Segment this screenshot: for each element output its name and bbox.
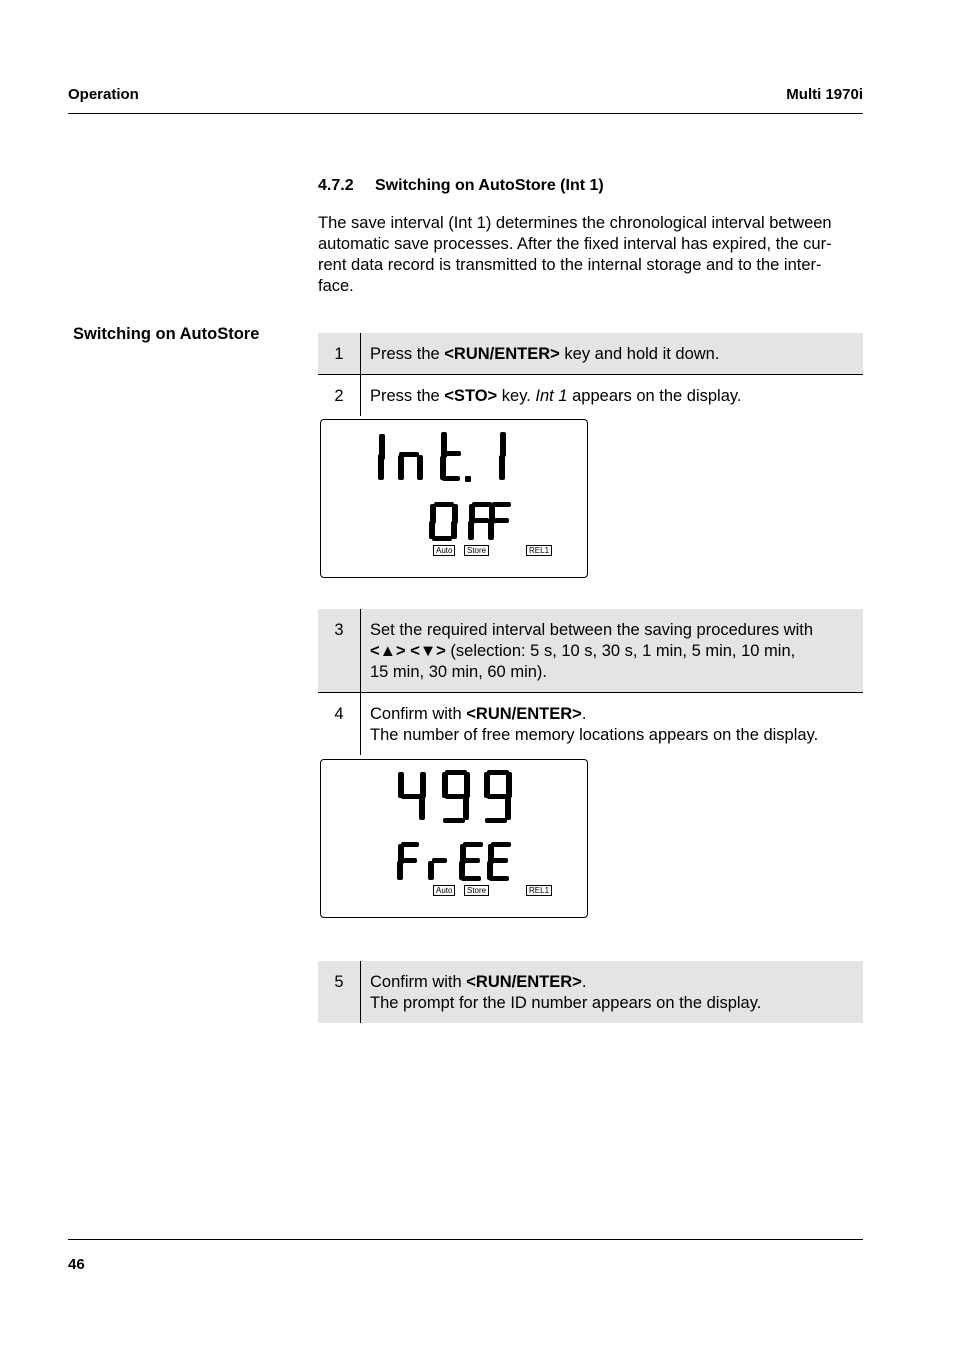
display-term: Int 1	[535, 387, 568, 405]
key-up: <▲>	[370, 642, 406, 660]
step-row	[318, 693, 863, 755]
footer-rule	[68, 1239, 863, 1240]
key-name: <RUN/ENTER>	[466, 705, 582, 723]
side-heading: Switching on AutoStore	[73, 325, 260, 343]
step-text-line: The prompt for the ID number appears on the display.	[370, 994, 762, 1012]
intro-line: The save interval (Int 1) determines the chronological interval between	[318, 214, 832, 232]
step-text	[361, 961, 863, 1023]
step-number: 4	[318, 693, 361, 755]
step-text-line	[370, 641, 855, 662]
step-text-part: Press the	[370, 387, 445, 405]
step-text-line: Set the required interval between the saving procedures with	[370, 621, 814, 639]
step-row	[318, 333, 863, 375]
step-text-part: Confirm with	[370, 705, 467, 723]
step-text-part: appears on the display.	[567, 387, 742, 405]
step-row	[318, 609, 863, 693]
step-text-part: (selection: 5 s, 10 s, 30 s, 1 min, 5 min, 10 min,	[445, 642, 796, 660]
key-name: <RUN/ENTER>	[444, 345, 560, 363]
step-text	[361, 693, 863, 755]
step-text-part: .	[581, 705, 587, 723]
step-text-part: key.	[497, 387, 536, 405]
lcd-display-free	[320, 759, 588, 918]
store-indicator: Store	[464, 545, 489, 556]
section-number: 4.7.2	[318, 177, 354, 194]
step-row	[318, 375, 863, 416]
step-text-line	[370, 704, 855, 725]
step-text	[361, 609, 863, 692]
step-number: 3	[318, 609, 361, 692]
running-header-section: Operation	[68, 86, 139, 103]
step-text	[361, 333, 863, 374]
step-number: 1	[318, 333, 361, 374]
step-text-part: .	[581, 973, 587, 991]
step-number: 5	[318, 961, 361, 1023]
steps-table-3	[318, 961, 863, 1023]
intro-line: automatic save processes. After the fixed interval has expired, the cur-	[318, 235, 832, 253]
section-heading	[318, 177, 604, 195]
step-number: 2	[318, 375, 361, 416]
lcd-display-int1	[320, 419, 588, 578]
step-text-part: key and hold it down.	[559, 345, 720, 363]
step-text-line: The number of free memory locations appears on the display.	[370, 726, 819, 744]
steps-table-1	[318, 333, 863, 416]
key-name: <RUN/ENTER>	[466, 973, 582, 991]
step-text-line: 15 min, 30 min, 60 min).	[370, 663, 547, 681]
step-text	[361, 375, 863, 416]
step-text-part: Press the	[370, 345, 445, 363]
store-indicator: Store	[464, 885, 489, 896]
rel1-indicator: REL1	[526, 545, 552, 556]
step-text-line	[370, 972, 855, 993]
step-text-part: Confirm with	[370, 973, 467, 991]
step-row	[318, 961, 863, 1023]
section-title: Switching on AutoStore (Int 1)	[375, 177, 604, 194]
key-down: <▼>	[410, 642, 446, 660]
page-number: 46	[68, 1256, 85, 1273]
running-header-product: Multi 1970i	[786, 86, 863, 103]
rel1-indicator: REL1	[526, 885, 552, 896]
auto-indicator: Auto	[433, 885, 455, 896]
header-rule	[68, 113, 863, 114]
key-name: <STO>	[444, 387, 498, 405]
auto-indicator: Auto	[433, 545, 455, 556]
intro-paragraph	[318, 213, 866, 297]
intro-line: face.	[318, 277, 354, 295]
steps-table-2	[318, 609, 863, 755]
intro-line: rent data record is transmitted to the internal storage and to the inter-	[318, 256, 822, 274]
